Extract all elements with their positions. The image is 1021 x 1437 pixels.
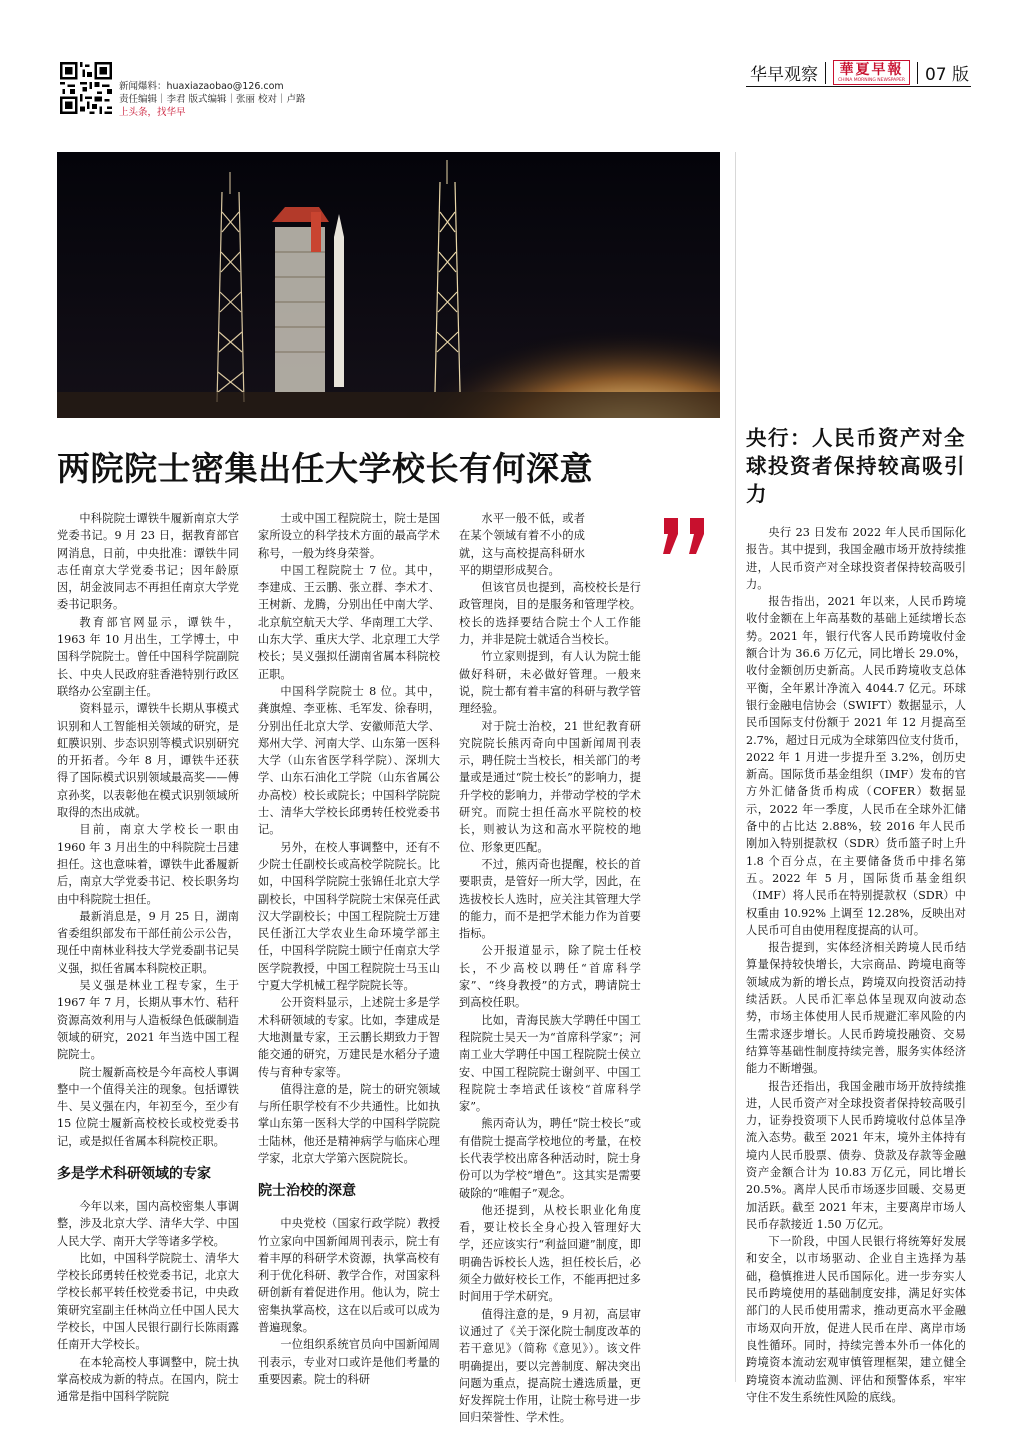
paragraph: 值得注意的是，院士的研究领域与所任职学校有不少共通性。比如执掌山东第一医科大学的中国科学院院士陆林，他还是精神病学与临床心理学家，北京大学第六医院院长。 [258,1082,440,1165]
divider [825,62,826,84]
main-headline: 两院院士密集出任大学校长有何深意 [57,449,593,488]
paragraph: 央行 23 日发布 2022 年人民币国际化报告。其中提到，我国金融市场开放持续推进，人民币资产对全球投资者保持较高吸引力。 [746,526,966,591]
logo-text: 華夏早報 [839,62,904,78]
subheading: 多是学术科研领域的专家 [57,1165,211,1182]
paragraph: 熊丙奇认为，聘任“院士校长”或有借院士提高学校地位的考量，在校长代表学校出席各种活动时，院士身份可以为学校“增色”。这其实是需要破除的“唯帽子”观念。 [459,1117,641,1200]
newspaper-logo [833,60,910,85]
paragraph: 另外，在校人事调整中，还有不少院士任副校长或高校学院院长。比如，中国科学院院士张锦任北京大学副校长，中国科学院院士宋保亮任武汉大学副校长；中国工程院院士万建民任浙江大学农业生命环境学部主任，中国科学院院士顾宁任南京大学医学院教授，中国工程院院士马玉山宁夏大学机械工程学院院长等。 [258,840,440,993]
paragraph: 比如，青海民族大学聘任中国工程院院士吴天一为“首席科学家”；河南工业大学聘任中国工程院院士侯立安、中国工程院院士谢剑平、中国工程院院士李培武任该校“首席科学家”。 [459,1013,641,1114]
logo-subtext: CHINA MORNING NEWSPAPER [837,78,905,83]
paragraph: 但该官员也提到，高校校长是行政管理岗，目的是服务和管理学校。校长的选择要结合院士个人工作能力，并非是院士就适合当校长。 [459,581,641,647]
paragraph: 中央党校（国家行政学院）教授竹立家向中国新闻周刊表示，院士有着丰厚的科研学术资源，执掌高校有利于优化科研、教学合作，对国家科研创新有着促进作用。他认为，院士密集执掌高校，这在以后或可以成为普遍现象。 [258,1217,440,1335]
article-column-1 [57,510,239,1406]
paragraph: 士或中国工程院院士，院士是国家所设立的科学技术方面的最高学术称号，一般为终身荣誉。 [258,512,440,560]
masthead-info [119,80,306,119]
article-column-2 [258,510,440,1388]
paragraph: 不过，熊丙奇也提醒，校长的首要职责，是管好一所大学，因此，在选拔校长人选时，应关注其管理大学的能力，而不是把学术能力作为首要指标。 [459,857,641,941]
header-rule [746,86,971,87]
divider [917,62,918,84]
paragraph: 资料显示，谭铁牛长期从事模式识别和人工智能相关领域的研究，是虹膜识别、步态识别等模式识别研究的开拓者。今年 8 月，谭铁牛还获得了国际模式识别领域最高奖——傅京孙奖，以表彰他在模式识别领域所取得的杰出成就。 [57,702,239,820]
paragraph: 院士履新高校是今年高校人事调整中一个值得关注的现象。包括谭铁牛、吴义强在内，年初至今，至少有 15 位院士履新高校校长或校党委书记，或是拟任省属本科院校正职。 [57,1065,239,1148]
paragraph: 他还提到，从校长职业化角度看，要让校长全身心投入管理好大学，还应该实行“利益回避”制度，即明确告诉校长人选，担任校长后，必须全力做好校长工作，不能再把过多时间用于学术研究。 [459,1203,641,1304]
paragraph: 对于院士治校，21 世纪教育研究院院长熊丙奇向中国新闻周刊表示，聘任院士当校长，相关部门的考量或是通过“院士校长”的影响力，提升学校的影响力，并带动学校的学术研究。而院士担任高水平院校的校长，则被认为这和高水平院校的地位、形象更匹配。 [459,719,641,854]
paragraph: 教育部官网显示，谭铁牛，1963 年 10 月出生，工学博士，中国科学院院士。曾任中国科学院副院长、中央人民政府驻香港特别行政区联络办公室副主任。 [57,615,239,698]
paragraph: 目前，南京大学校长一职由 1960 年 3 月出生的中科院院士吕建担任。这也意味着，谭铁牛此番履新后，南京大学党委书记、校长职务均由中科院院士担任。 [57,823,239,906]
qr-code-icon [60,62,112,114]
paragraph: 报告还指出，我国金融市场开放持续推进，人民币资产对全球投资者保持较高吸引力，证券投资项下人民币跨境收付总体呈净流入态势。截至 2021 年末，境外主体持有境内人民币股票、债券、贷款及存款等金融资产金额合计为 10.83 万亿元，同比增长 20.5%。离岸人民币市场逐步回暖、交易更加活跃。截至 2021 年末，主要离岸市场人民币存款接近 1.50 万亿元。 [746,1079,966,1231]
paragraph: 竹立家则提到，有人认为院士能做好科研，未必做好管理。一般来说，院士都有着丰富的科研与教学管理经验。 [459,650,641,716]
slogan-text: 上头条，找华早 [119,107,186,118]
paragraph: 中国科学院院士 8 位。其中，龚旗煌、李亚栋、毛军发、徐春明，分别出任北京大学、安徽师范大学、郑州大学、河南大学、山东第一医科大学（山东省医学科学院）、深圳大学、山东石油化工学院（山东省属公办高校）校长或院长；中国科学院院士、清华大学校长邱勇转任校党委书记。 [258,684,440,837]
hotline-text: 新闻爆料：huaxiazaobao@126.com [119,81,284,92]
editors-text: 责任编辑｜李君 版式编辑｜张丽 校对｜卢路 [119,94,306,105]
paragraph: 今年以来，国内高校密集人事调整，涉及北京大学、清华大学、中国人民大学、南开大学等诸多学校。 [57,1199,239,1248]
paragraph: 值得注意的是，9 月初，高层审议通过了《关于深化院士制度改革的若干意见》（简称《意见》）。该文件明确提出，要以完善制度、解决突出问题为重点，提高院士遴选质量，更好发挥院士作用，让院士称号进一步回归荣誉性、学术性。 [459,1307,641,1425]
section-title: 华早观察 [749,65,818,85]
quote-mark-icon [658,514,718,564]
paragraph: 吴义强是林业工程专家，生于 1967 年 7 月，长期从事木竹、秸秆资源高效利用与人造板绿色低碳制造领域的研究，2021 年当选中国工程院院士。 [57,979,239,1062]
side-article [746,524,966,1406]
paragraph: 下一阶段，中国人民银行将统筹好发展和安全，以市场驱动、企业自主选择为基础，稳慎推进人民币国际化。进一步夯实人民币跨境使用的基础制度安排，满足好实体部门的人民币使用需求，推动更高水平金融市场双向开放，促进人民币在岸、离岸市场良性循环。同时，持续完善本外币一体化的跨境资本流动宏观审慎管理框架，建立健全跨境资本流动监测、评估和预警体系，牢牢守住不发生系统性风险的底线。 [746,1235,966,1404]
paragraph: 水平一般不低，或者在某个领域有着不小的成就，这与高校提高科研水平的期望形成契合。 [459,512,585,577]
paragraph: 最新消息是，9 月 25 日，湖南省委组织部发布干部任前公示公告，现任中南林业科技大学党委副书记吴义强，拟任省属本科院校正职。 [57,909,239,975]
paragraph: 公开报道显示，除了院士任校长，不少高校以聘任“首席科学家”、“终身教授”的方式，聘请院士到高校任职。 [459,944,641,1010]
article-column-3 [459,510,641,1427]
paragraph: 报告提到，实体经济相关跨境人民币结算量保持较快增长，大宗商品、跨境电商等领域成为新的增长点，跨境双向投资活动持续活跃。人民币汇率总体呈现双向波动态势，市场主体使用人民币规避汇率风险的内生需求逐步增长。人民币跨境投融资、交易结算等基础性制度持续完善，服务实体经济能力不断增强。 [746,941,966,1076]
paragraph: 一位组织系统官员向中国新闻周刊表示，专业对口或许是他们考量的重要因素。院士的科研 [258,1338,440,1386]
paragraph: 中科院院士谭铁牛履新南京大学党委书记。9 月 23 日，据教育部官网消息，日前，中央批准：谭铁牛同志任南京大学党委书记；因年龄原因，胡金波同志不再担任南京大学党委书记职务。 [57,512,239,612]
paragraph: 报告指出，2021 年以来，人民币跨境收付金额在上年高基数的基础上延续增长态势。2021 年，银行代客人民币跨境收付金额合计为 36.6 万亿元，同比增长 29.0%，收付金额创历史新高。人民币跨境收支总体平衡，全年累计净流入 4044.7 亿元。环球银行金融电信协会（SWIFT）数据显示，人民币国际支付份额于 2021 年 12 月提高至 2.7%，超过日元成为全球第四位支付货币，2022 年 1 月进一步提升至 3.2%，创历史新高。国际货币基金组织（IMF）发布的官方外汇储备货币构成（COFER）数据显示，2022 年一季度，人民币在全球外汇储备中的占比达 2.88%，较 2016 年人民币刚加入特别提款权（SDR）货币篮子时上升 1.8 个百分点，在主要储备货币中排名第五。2022 年 5 月，国际货币基金组织（IMF）将人民币在特别提款权（SDR）中权重由 10.92% 上调至 12.28%，反映出对人民币可自由使用程度提高的认可。 [746,595,966,937]
rocket-launch-photo [57,152,720,418]
subheading: 院士治校的深意 [258,1183,356,1200]
paragraph: 在本轮高校人事调整中，院士执掌高校成为新的特点。在国内，院士通常是指中国科学院院 [57,1355,239,1404]
page-number: 07 版 [924,65,969,85]
paragraph: 中国工程院院士 7 位。其中，李建成、王云鹏、张立群、李术才、王树新、龙腾，分别出任中南大学、北京航空航天大学、华南理工大学、山东大学、重庆大学、北京理工大学校长；吴义强拟任湖南省属本科院校正职。 [258,563,440,681]
section-header [750,60,969,85]
paragraph: 公开资料显示，上述院士多是学术科研领域的专家。比如，李建成是大地测量专家，王云鹏长期致力于智能交通的研究，万建民是水稻分子遗传与育种专家等。 [258,996,440,1079]
column-divider [735,152,736,1382]
paragraph: 比如，中国科学院院士、清华大学校长邱勇转任校党委书记，北京大学校长郝平转任校党委书记，中央政策研究室副主任林尚立任中国人民大学校长，中国人民银行副行长陈雨露任南开大学校长。 [57,1251,239,1352]
side-headline: 央行：人民币资产对全球投资者保持较高吸引力 [746,426,966,506]
